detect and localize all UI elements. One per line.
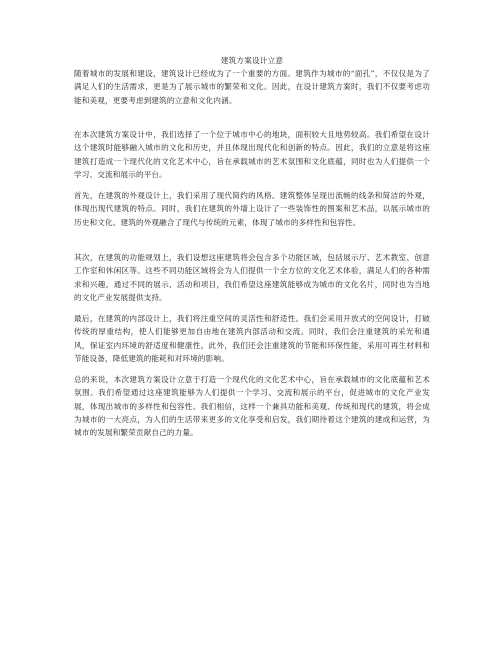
paragraph-intro: 随着城市的发展和建设，建筑设计已经成为了一个重要的方面。建筑作为城市的“面孔”，不仅仅是为了满足人们的生活需求，更是为了展示城市的繁荣和文化。因此，在设计建筑方案时，我们不仅要考虑功能和美观，更要考虑到建筑的立意和文化内涵。 [74,69,430,105]
document-title: 建筑方案设计立意 [220,56,284,65]
paragraph-interior-design: 最后，在建筑的内部设计上，我们将注重空间的灵活性和舒适性。我们会采用开放式的空间设计，打破传统的厚重结构，使人们能够更加自由地在建筑内部活动和交流。同时，我们会注重建筑的采光和通风，保证室内环境的舒适度和健康性。此外，我们还会注重建筑的节能和环保性能，采用可再生材料和节能设备，降低建筑的能耗和对环境的影响。 [74,314,430,363]
paragraph-conclusion: 总的来说，本次建筑方案设计立意于打造一个现代化的文化艺术中心，旨在承载城市的文化底蕴和艺术氛围。我们希望通过这座建筑能够为人们提供一个学习、交流和展示的平台，促进城市的文化产业发展，体现出城市的多样性和包容性。我们相信，这样一个兼具功能和美观、传统和现代的建筑，将会成为城市的一大亮点，为人们的生活带来更多的文化享受和启发，我们期待着这个建筑的建成和运营，为城市的发展和繁荣贡献自己的力量。 [74,375,430,438]
paragraph-exterior-design: 首先，在建筑的外观设计上，我们采用了现代简约的风格。建筑整体呈现出流畅的线条和简洁的外观，体现出现代建筑的特点。同时，我们在建筑的外墙上设计了一些装饰性的图案和艺术品，以展示城市的历史和文化。建筑的外观融合了现代与传统的元素，体现了城市的多样性和包容性。 [74,191,430,227]
paragraph-functional-planning: 其次，在建筑的功能规划上，我们设想这座建筑将会包含多个功能区域，包括展示厅、艺术教室、创意工作室和休闲区等。这些不同功能区域将会为人们提供一个全方位的文化艺术体验，满足人们的各种需求和兴趣。通过不同的展示、活动和项目，我们希望这座建筑能够成为城市的文化名片，同时也为当地的文化产业发展提供支持。 [74,253,430,302]
paragraph-site-concept: 在本次建筑方案设计中，我们选择了一个位于城市中心的地块，面积较大且地势较高。我们希望在设计这个建筑时能够融入城市的文化和历史，并且体现出现代化和创新的特点。因此，我们的立意是将这座建筑打造成一个现代化的文化艺术中心，旨在承载城市的艺术氛围和文化底蕴，同时也为人们提供一个学习、交流和展示的平台。 [74,130,430,179]
